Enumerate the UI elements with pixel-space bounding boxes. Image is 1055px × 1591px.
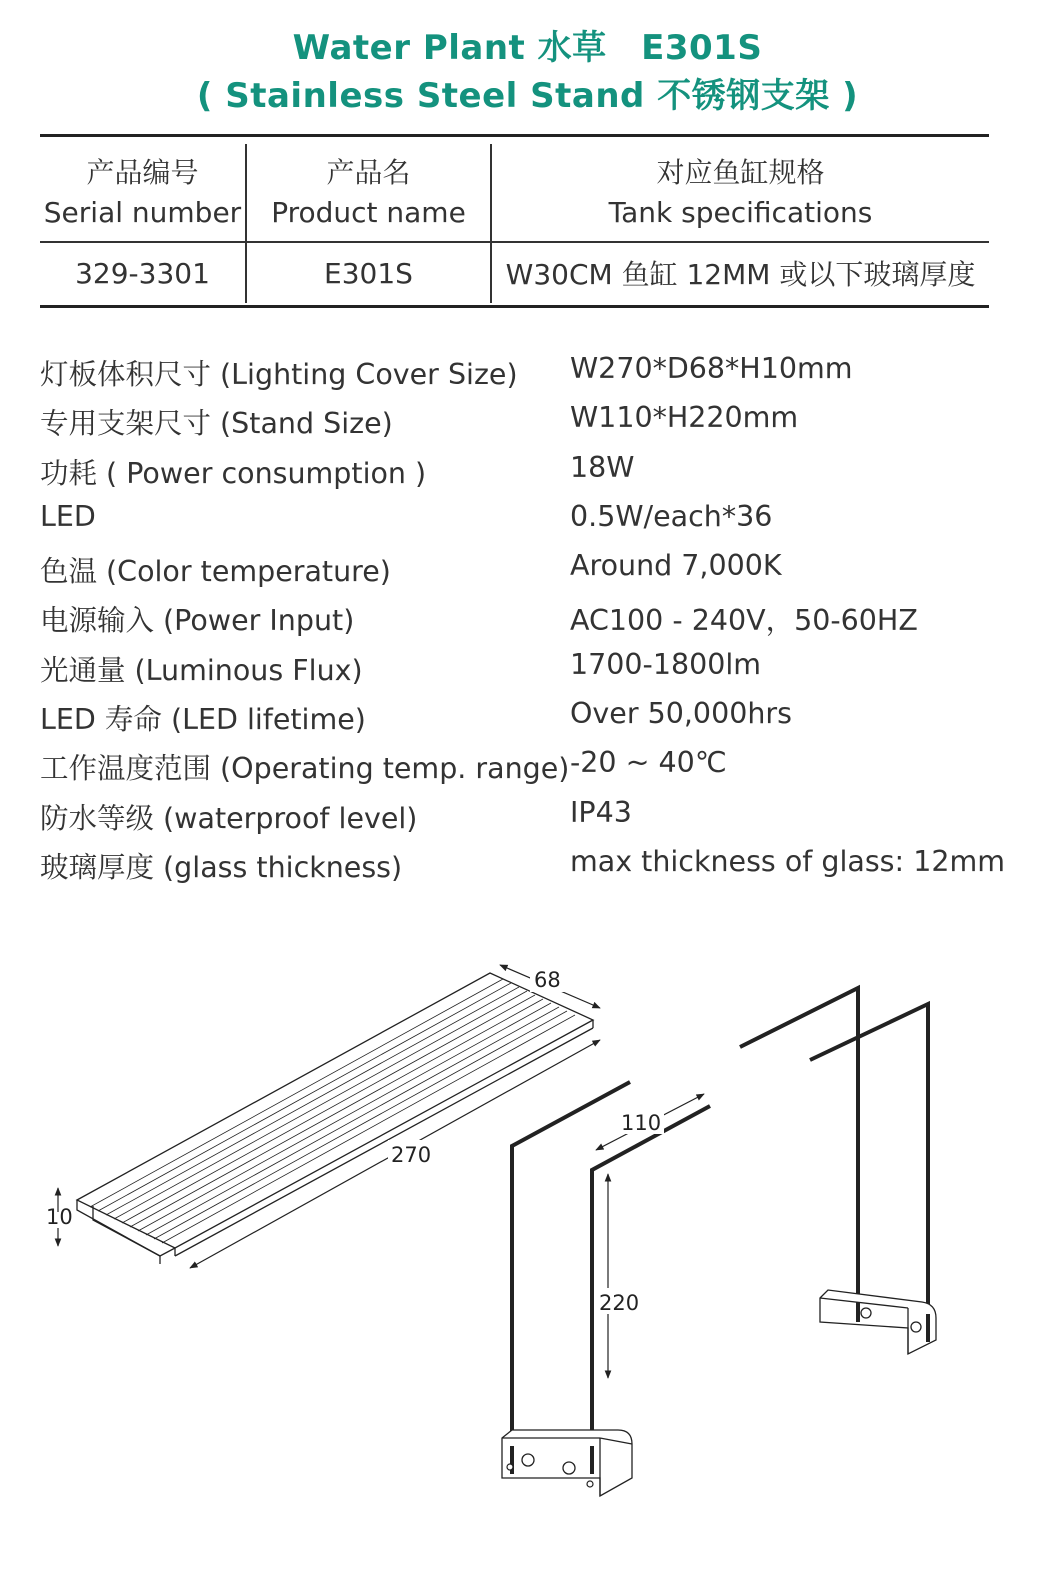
spec-label: 电源输入 (Power Input) xyxy=(40,604,355,638)
title-line-2: ( Stainless Steel Stand 不锈钢支架 ) xyxy=(196,76,859,116)
technical-drawing xyxy=(0,930,1055,1591)
screw-knob-icon xyxy=(911,1322,921,1332)
cell-product-name: E301S xyxy=(246,242,491,303)
cell-tank-specification: W30CM 鱼缸 12MM 或以下玻璃厚度 xyxy=(491,242,989,303)
product-table xyxy=(40,144,989,303)
stand-rear-drawing xyxy=(740,988,936,1354)
spec-row-stand-size xyxy=(40,395,1020,444)
spec-label: 光通量 (Luminous Flux) xyxy=(40,653,363,687)
spec-value: Over 50,000hrs xyxy=(570,697,792,731)
screw-knob-icon xyxy=(563,1462,575,1474)
spec-row-glass-thickness xyxy=(40,839,1020,888)
header-product-name xyxy=(246,144,491,242)
spec-value: AC100 - 240V，50-60HZ xyxy=(570,604,918,638)
spec-value: 1700-1800lm xyxy=(570,647,762,681)
header-product-name-en: Product name xyxy=(271,195,466,229)
spec-value: 0.5W/each*36 xyxy=(570,499,773,533)
spec-list xyxy=(40,346,1020,888)
dim-label-68: 68 xyxy=(534,968,561,992)
dim-label-220: 220 xyxy=(599,1291,640,1315)
header-serial-number-en: Serial number xyxy=(43,195,242,229)
cell-serial-number: 329-3301 xyxy=(75,256,210,290)
spec-value: max thickness of glass: 12mm xyxy=(570,844,1005,878)
spec-label: 工作温度范围 (Operating temp. range) xyxy=(40,752,570,786)
header-serial-number-cn: 产品编号 xyxy=(86,155,199,189)
screw-knob-icon xyxy=(522,1454,534,1466)
spec-label: 灯板体积尺寸 (Lighting Cover Size) xyxy=(40,358,518,391)
spec-label: LED 寿命 (LED lifetime) xyxy=(40,703,366,737)
spec-row-power-input xyxy=(40,592,1020,641)
header-tank-specifications-en: Tank specifications xyxy=(608,195,873,229)
spec-row-power-consumption xyxy=(40,445,1020,494)
header-product-name-cn: 产品名 xyxy=(326,155,411,189)
spec-row-led xyxy=(40,494,1020,543)
spec-value: -20 ~ 40℃ xyxy=(570,746,727,780)
spec-value: Around 7,000K xyxy=(570,549,782,583)
spec-label: 玻璃厚度 (glass thickness) xyxy=(40,850,403,884)
spec-value: W270*D68*H10mm xyxy=(570,352,853,385)
spec-label: 功耗 ( Power consumption ) xyxy=(40,456,427,490)
screw-knob-icon xyxy=(861,1308,871,1318)
spec-label: 色温 (Color temperature) xyxy=(40,555,391,589)
spec-value: 18W xyxy=(570,450,635,484)
title-line-1: Water Plant 水草 E301S xyxy=(292,28,763,68)
spec-row-color-temperature xyxy=(40,543,1020,592)
header-serial-number xyxy=(40,144,246,242)
header-tank-specifications xyxy=(491,144,989,242)
spec-label: 专用支架尺寸 (Stand Size) xyxy=(40,407,393,441)
spec-row-luminous-flux xyxy=(40,642,1020,691)
spec-label: 防水等级 (waterproof level) xyxy=(40,801,418,835)
table-header-row xyxy=(40,144,989,242)
header-tank-specifications-cn: 对应鱼缸规格 xyxy=(656,155,825,189)
dim-label-110: 110 xyxy=(621,1111,662,1135)
spec-label: LED xyxy=(40,499,96,533)
dim-label-10: 10 xyxy=(46,1205,73,1229)
table-top-rule xyxy=(40,134,989,137)
spec-row-lighting-cover-size xyxy=(40,346,1020,395)
spec-row-operating-temp-range xyxy=(40,740,1020,789)
spec-value: IP43 xyxy=(570,795,632,829)
table-bottom-rule xyxy=(40,305,989,308)
spec-row-waterproof-level xyxy=(40,790,1020,839)
table-row xyxy=(40,242,989,303)
lighting-cover-drawing xyxy=(77,973,593,1264)
spec-row-led-lifetime xyxy=(40,691,1020,740)
dim-label-270: 270 xyxy=(391,1143,432,1167)
spec-value: W110*H220mm xyxy=(570,401,799,435)
